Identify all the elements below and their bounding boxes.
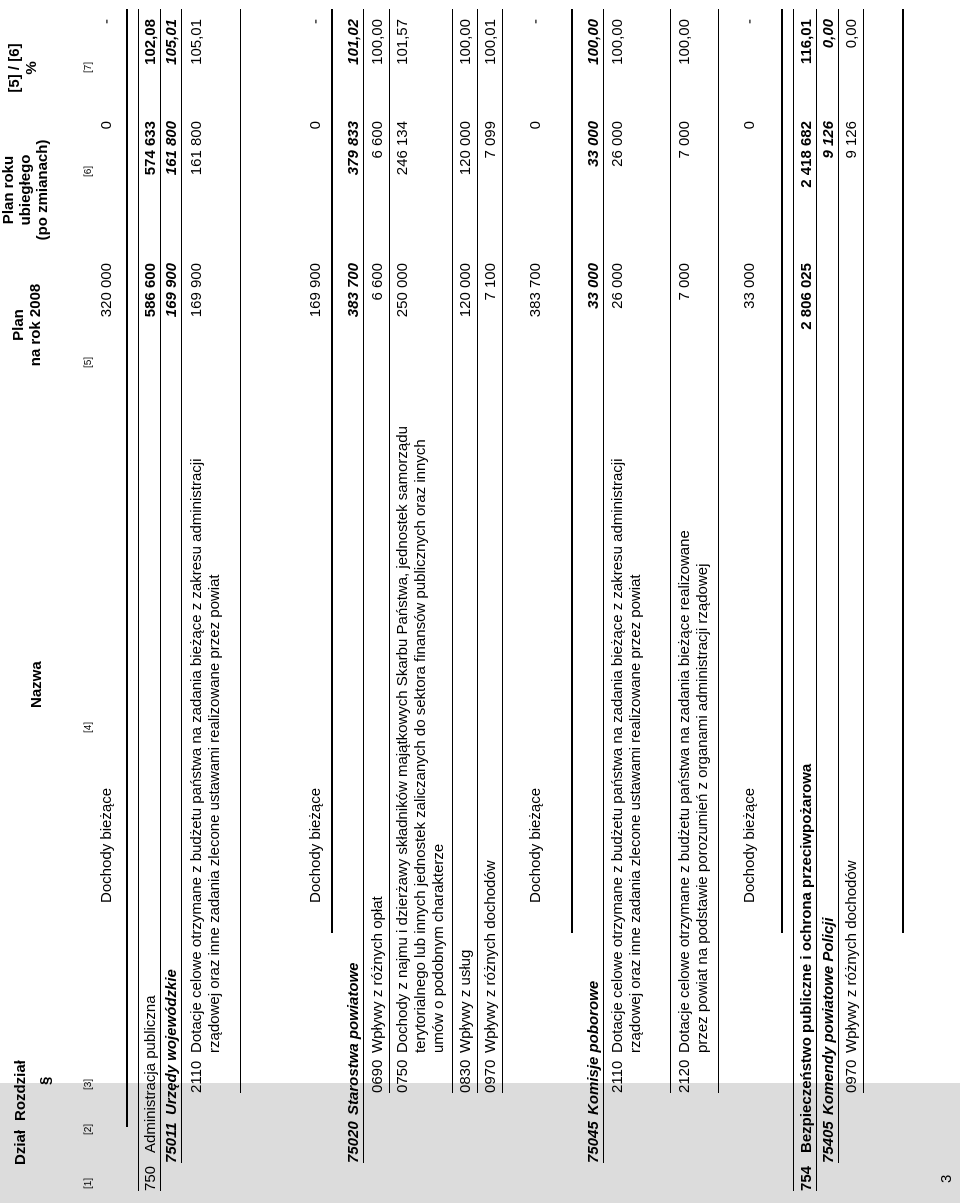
- hdr-plan-prev-l3: (po zmianach): [34, 139, 51, 241]
- hdr-plan-2008-l1: Plan: [10, 309, 27, 341]
- hdr-col4: [4]: [83, 721, 94, 733]
- row-75011-code: 75011: [163, 1122, 180, 1163]
- row-0830-prev: 120 000: [457, 121, 474, 176]
- hdr-rozdzial: Rozdział: [12, 1060, 29, 1121]
- rule: [718, 9, 719, 1093]
- row-0970b-prev: 9 126: [843, 121, 860, 159]
- rule: [181, 9, 182, 1163]
- row-0830-pct: 100,00: [457, 19, 474, 65]
- page-number: 3: [938, 1174, 955, 1183]
- row-75405-name: Komendy powiatowe Policji: [820, 917, 837, 1115]
- row-doch75011-prev: 0: [307, 121, 324, 130]
- hdr-paragraf: §: [37, 1076, 54, 1085]
- row-2110a-pct: 105,01: [188, 19, 205, 65]
- row-0830-name: Wpływy z usług: [457, 949, 474, 1053]
- hdr-nazwa: Nazwa: [28, 661, 45, 708]
- row-750-name: Administracja publiczna: [142, 995, 159, 1153]
- row-doch75045-prev: 0: [741, 121, 758, 130]
- rule: [126, 9, 128, 1127]
- row-2110b-name: Dotacje celowe otrzymane z budżetu państwa na zadania bieżące z zakresu administracji rządowej oraz inne zadania zlecone ustawami realizowane przez powiat: [609, 458, 644, 1053]
- rule: [389, 9, 390, 1093]
- row-0970a-prev: 7 099: [482, 121, 499, 159]
- row-0690-plan: 6 600: [369, 263, 386, 301]
- rule: [603, 9, 604, 1163]
- row-2110a-prev: 161 800: [188, 121, 205, 176]
- row-0970a-plan: 7 100: [482, 263, 499, 301]
- hdr-plan-prev-l2: ubiegłego: [17, 154, 34, 226]
- row-2110a-code: 2110: [188, 1060, 205, 1093]
- row-75011-pct: 105,01: [163, 19, 180, 65]
- row-75045-code: 75045: [585, 1121, 602, 1163]
- row-754-plan: 2 806 025: [798, 263, 815, 330]
- row-0830-code: 0830: [457, 1059, 474, 1093]
- row-75020-name: Starostwa powiatowe: [345, 962, 362, 1115]
- row-0690-pct: 100,00: [369, 19, 386, 65]
- row-2110a-name: Dotacje celowe otrzymane z budżetu państwa na zadania bieżące z zakresu administracji rządowej oraz inne zadania zlecone ustawami realizowane przez powiat: [188, 458, 223, 1053]
- row-2120-prev: 7 000: [676, 121, 693, 159]
- row-0750-code: 0750: [394, 1059, 411, 1093]
- row-754-prev: 2 418 682: [798, 121, 815, 188]
- hdr-dzial: Dział: [12, 1129, 29, 1165]
- row-2110a-plan: 169 900: [188, 263, 205, 318]
- row-doch75045-plan: 33 000: [741, 263, 758, 309]
- row-doch75020-pct: -: [527, 19, 544, 24]
- row-75045-pct: 100,00: [585, 19, 602, 65]
- rule: [160, 9, 161, 1191]
- row-75045-plan: 33 000: [585, 263, 602, 309]
- row-0970a-name: Wpływy z różnych dochodów: [482, 860, 499, 1053]
- row-0970a-pct: 100,01: [482, 19, 499, 65]
- rule: [331, 9, 333, 933]
- rule: [793, 9, 794, 1191]
- row-0750-plan: 250 000: [394, 263, 411, 318]
- hdr-col3: [3]: [83, 1078, 94, 1090]
- row-0750-name: Dochody z najmu i dzierżawy składników majątkowych Skarbu Państwa, jednostek samorządu terytorialnego lub innych jednostek zaliczanych do sektora finansów publicznych oraz innych umów o podobnym charakterze: [394, 426, 447, 1053]
- row-doch75011-plan: 169 900: [307, 263, 324, 318]
- rule: [781, 9, 783, 933]
- row-dochody-top-name: Dochody bieżące: [98, 787, 115, 903]
- row-750-pct: 102,08: [142, 19, 159, 65]
- hdr-col7: [7]: [83, 61, 94, 73]
- rule: [502, 9, 503, 1093]
- row-doch75045-name: Dochody bieżące: [741, 787, 758, 903]
- row-dochody-top-pct: -: [98, 19, 115, 24]
- row-75011-name: Urzędy wojewódzkie: [163, 969, 180, 1115]
- rule: [670, 9, 671, 1093]
- row-75011-prev: 161 800: [163, 121, 180, 176]
- row-doch75045-pct: -: [741, 19, 758, 24]
- row-75020-prev: 379 833: [345, 121, 362, 176]
- row-doch75011-pct: -: [307, 19, 324, 24]
- hdr-ratio-l1: [5] / [6]: [6, 43, 23, 93]
- row-0750-prev: 246 134: [394, 121, 411, 176]
- hdr-col2: [2]: [83, 1123, 94, 1135]
- row-75020-code: 75020: [345, 1121, 362, 1163]
- row-dochody-top-plan: 320 000: [98, 263, 115, 318]
- hdr-plan-prev-l1: Plan roku: [0, 155, 17, 225]
- row-0690-name: Wpływy z różnych opłat: [369, 896, 386, 1053]
- row-0690-prev: 6 600: [369, 121, 386, 159]
- row-750-prev: 574 633: [142, 121, 159, 176]
- hdr-col6: [6]: [83, 165, 94, 177]
- rule: [571, 9, 573, 933]
- row-0750-pct: 101,57: [394, 19, 411, 65]
- rule: [138, 9, 139, 1191]
- row-75405-pct: 0,00: [820, 19, 837, 49]
- hdr-ratio-l2: %: [23, 61, 40, 75]
- row-75045-prev: 33 000: [585, 121, 602, 167]
- row-0970b-code: 0970: [843, 1059, 860, 1093]
- row-2110b-pct: 100,00: [609, 19, 626, 65]
- row-0970b-pct: 0,00: [843, 19, 860, 49]
- row-754-name: Bezpieczeństwo publiczne i ochrona przeciwpożarowa: [798, 763, 815, 1153]
- row-754-code: 754: [798, 1165, 815, 1191]
- rule: [363, 9, 364, 1163]
- row-doch75020-plan: 383 700: [527, 263, 544, 318]
- row-2120-code: 2120: [676, 1059, 693, 1093]
- row-2110b-prev: 26 000: [609, 121, 626, 167]
- row-doch75020-name: Dochody bieżące: [527, 787, 544, 903]
- hdr-col1: [1]: [83, 1177, 94, 1189]
- row-750-code: 750: [142, 1165, 159, 1191]
- row-doch75020-prev: 0: [527, 121, 544, 130]
- row-doch75011-name: Dochody bieżące: [307, 787, 324, 903]
- row-0970a-code: 0970: [482, 1059, 499, 1093]
- row-75405-prev: 9 126: [820, 121, 837, 159]
- row-dochody-top-prev: 0: [98, 121, 115, 130]
- row-750-plan: 586 600: [142, 263, 159, 318]
- row-75405-code: 75405: [820, 1121, 837, 1163]
- row-2120-plan: 7 000: [676, 263, 693, 301]
- rule: [816, 9, 817, 1191]
- row-0830-plan: 120 000: [457, 263, 474, 318]
- row-2120-name: Dotacje celowe otrzymane z budżetu państwa na zadania bieżące realizowane przez powiat na podstawie porozumień z organami administracji rządowej: [676, 530, 711, 1053]
- rule: [863, 9, 864, 1093]
- row-0690-code: 0690: [369, 1059, 386, 1093]
- row-75020-pct: 101,02: [345, 19, 362, 65]
- row-2110b-code: 2110: [609, 1060, 626, 1093]
- rule: [240, 9, 241, 1093]
- row-75011-plan: 169 900: [163, 263, 180, 318]
- row-75020-plan: 383 700: [345, 263, 362, 318]
- rule: [477, 9, 478, 1093]
- row-2120-pct: 100,00: [676, 19, 693, 65]
- row-75045-name: Komisje poborowe: [585, 980, 602, 1115]
- row-2110b-plan: 26 000: [609, 263, 626, 309]
- hdr-col5: [5]: [83, 356, 94, 368]
- row-754-pct: 116,01: [798, 19, 815, 65]
- row-0970b-name: Wpływy z różnych dochodów: [843, 860, 860, 1053]
- hdr-plan-2008-l2: na rok 2008: [27, 283, 44, 367]
- rule: [452, 9, 453, 1093]
- rule: [902, 9, 904, 933]
- rule: [838, 9, 839, 1163]
